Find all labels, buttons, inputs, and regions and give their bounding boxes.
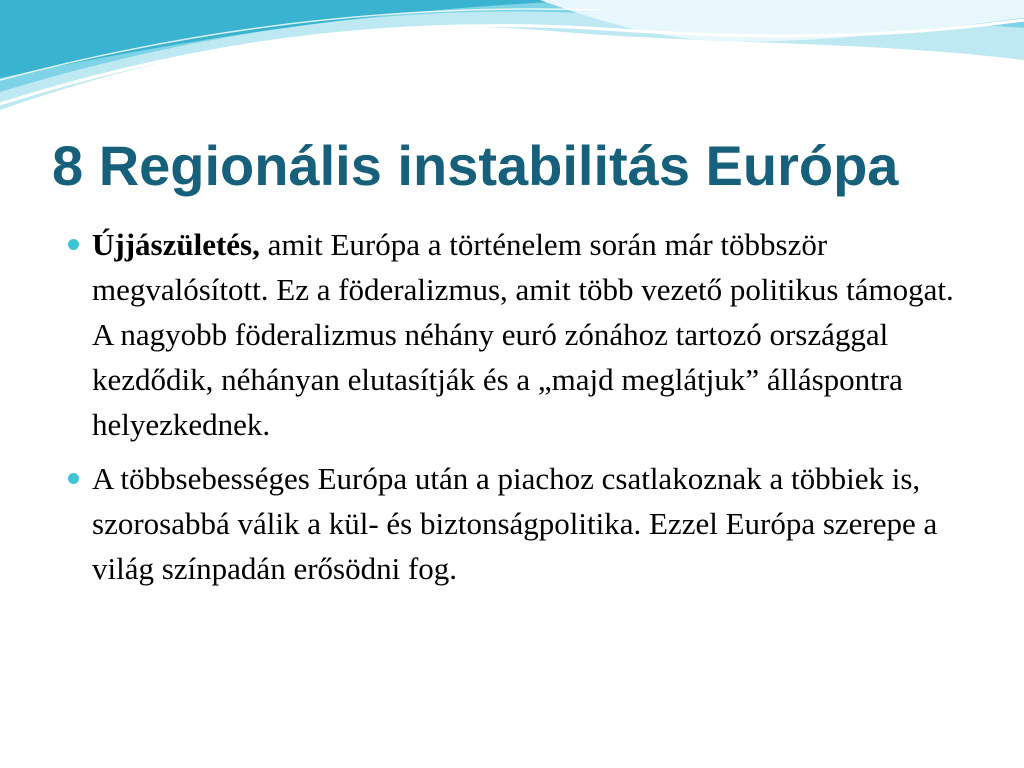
bullet-bold-lead: Újjászületés, [92, 227, 260, 262]
bullet-dot-icon [68, 239, 79, 250]
bullet-text: amit Európa a történelem során már többször megvalósított. Ez a föderalizmus, amit több vezető politikus támogat. A nagyobb föderalizmus néhány euró zónához tartozó országgal kezdődik, néhányan elutasítják és a „majd meglátjuk” álláspontra helyezkednek. [92, 227, 954, 442]
bullet-item [68, 456, 968, 591]
bullet-item [68, 222, 968, 447]
slide-title: 8 Regionális instabilitás Európa [52, 134, 899, 197]
header-wave-decoration [0, 0, 1024, 140]
bullet-dot-icon [68, 473, 79, 484]
bullet-text: A többsebességes Európa után a piachoz csatlakoznak a többiek is, szorosabbá válik a kül- és biztonságpolitika. Ezzel Európa szerepe a világ színpadán erősödni fog. [92, 461, 938, 586]
bullet-list [68, 222, 968, 600]
